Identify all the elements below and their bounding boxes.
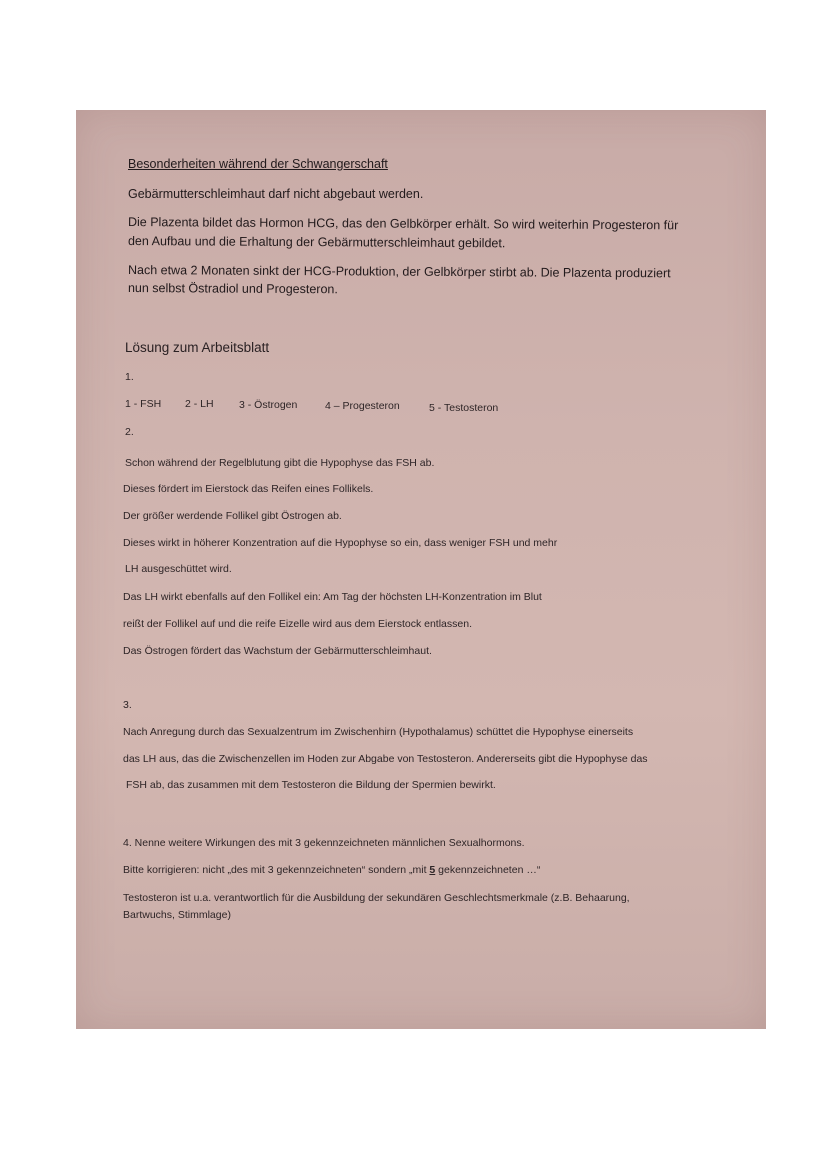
correction-number: 5 <box>429 864 436 876</box>
answer-item-testosteron: 5 - Testosteron <box>429 402 499 414</box>
pregnancy-paragraph-3-line-1: Nach etwa 2 Monaten sinkt der HCG-Produktion, der Gelbkörper stirbt ab. Die Plazenta produziert <box>127 263 671 281</box>
question-4-answer-line-1: Testosteron ist u.a. verantwortlich für die Ausbildung der sekundären Geschlechtsmerkmale (z.B. Behaarung, <box>123 892 630 904</box>
question-1-number: 1. <box>125 371 134 383</box>
answer-item-fsh: 1 - FSH <box>125 398 162 410</box>
question-4-correction <box>123 864 540 876</box>
question-3-line: Nach Anregung durch das Sexualzentrum im Zwischenhirn (Hypothalamus) schüttet die Hypophyse einerseits <box>123 726 634 738</box>
question-2-line: Dieses wirkt in höherer Konzentration auf die Hypophyse so ein, dass weniger FSH und mehr <box>123 537 558 549</box>
answer-item-progesteron: 4 – Progesteron <box>325 400 400 412</box>
question-2-line: Das Östrogen fördert das Wachstum der Gebärmutterschleimhaut. <box>123 645 432 657</box>
question-2-line: Schon während der Regelblutung gibt die Hypophyse das FSH ab. <box>125 457 435 469</box>
question-2-line: Dieses fördert im Eierstock das Reifen eines Follikels. <box>123 483 374 495</box>
question-3-line: FSH ab, das zusammen mit dem Testosteron die Bildung der Spermien bewirkt. <box>126 779 496 791</box>
question-2-line: reißt der Follikel auf und die reife Eizelle wird aus dem Eierstock entlassen. <box>123 618 472 630</box>
question-3-number: 3. <box>123 699 132 711</box>
correction-prefix: Bitte korrigieren: nicht „des mit 3 gekennzeichneten“ sondern „mit <box>123 864 430 876</box>
question-3-line: das LH aus, das die Zwischenzellen im Hoden zur Abgabe von Testosteron. Andererseits gibt die Hypophyse das <box>123 753 648 765</box>
question-2-line: Der größer werdende Follikel gibt Östrogen ab. <box>123 510 342 522</box>
answer-item-lh: 2 - LH <box>185 398 214 410</box>
solution-title: Lösung zum Arbeitsblatt <box>125 340 270 355</box>
question-2-number: 2. <box>125 426 134 438</box>
question-2-line: Das LH wirkt ebenfalls auf den Follikel ein: Am Tag der höchsten LH-Konzentration im Blut <box>123 591 542 603</box>
question-2-line: LH ausgeschüttet wird. <box>125 563 232 575</box>
correction-suffix: gekennzeichneten …“ <box>435 864 541 876</box>
question-4-answer-line-2: Bartwuchs, Stimmlage) <box>123 909 231 921</box>
answer-item-oestrogen: 3 - Östrogen <box>239 399 298 411</box>
pregnancy-paragraph-3-line-2: nun selbst Östradiol und Progesteron. <box>127 281 338 297</box>
pregnancy-paragraph-2-line-2: den Aufbau und die Erhaltung der Gebärmutterschleimhaut gebildet. <box>127 234 506 251</box>
pregnancy-paragraph-1: Gebärmutterschleimhaut darf nicht abgebaut werden. <box>128 187 424 201</box>
question-4-text: 4. Nenne weitere Wirkungen des mit 3 gekennzeichneten männlichen Sexualhormons. <box>123 837 525 849</box>
pregnancy-paragraph-2-line-1: Die Plazenta bildet das Hormon HCG, das den Gelbkörper erhält. So wird weiterhin Progesteron für <box>127 215 679 233</box>
pregnancy-heading: Besonderheiten während der Schwangerschaft <box>128 157 388 171</box>
